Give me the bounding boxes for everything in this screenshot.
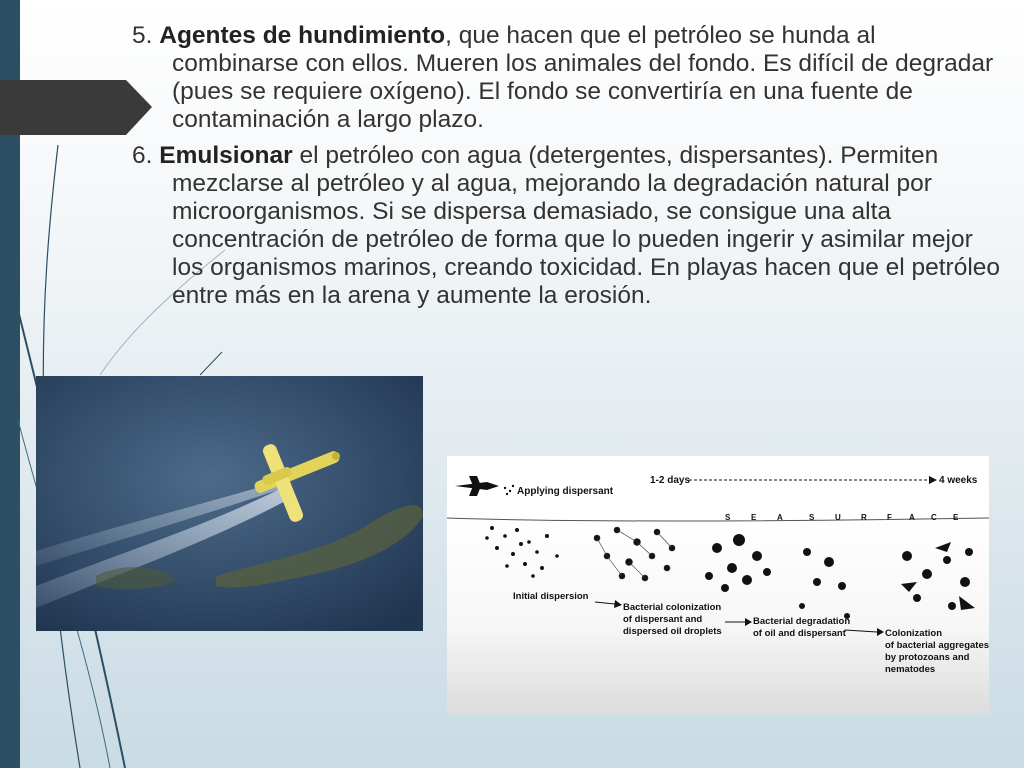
svg-text:F: F	[887, 513, 892, 522]
item-text: el petróleo con agua (detergentes, dispersantes). Permiten mezclarse al petróleo y al agua, mejorando la degradación natural por microorganismos. Si se dispersa demasiado, se consigue una alta concentración de petróleo de forma que lo pueden ingerir y asimilar mejor los organismos marinos, creando toxicidad. En playas hacen que el petróleo entre más en la arena y aumente la erosión.	[172, 142, 1001, 309]
dispersion-diagram	[447, 456, 989, 714]
svg-text:C: C	[931, 513, 937, 522]
svg-text:R: R	[861, 513, 867, 522]
stage-bacterial-colonization: Bacterial colonization of dispersant and dispersed oil droplets	[623, 602, 722, 637]
time-start-label: 1-2 days	[650, 475, 691, 486]
item-term: Emulsionar	[159, 142, 293, 169]
stage-initial-dispersion: Initial dispersion	[513, 591, 589, 602]
svg-text:S: S	[725, 513, 731, 522]
svg-text:A: A	[777, 513, 783, 522]
list-item-5	[132, 22, 1002, 134]
svg-text:E: E	[953, 513, 959, 522]
photo-illustration	[36, 376, 423, 631]
svg-text:U: U	[835, 513, 841, 522]
item-number: 6.	[132, 142, 153, 169]
svg-text:S: S	[809, 513, 815, 522]
list-item-6	[132, 142, 1002, 310]
item-term: Agentes de hundimiento	[159, 22, 446, 49]
title-arrow-tab	[0, 80, 152, 135]
applying-dispersant-label: Applying dispersant	[517, 486, 614, 497]
airplane-icon	[455, 476, 514, 496]
svg-text:E: E	[751, 513, 757, 522]
stage-bacterial-degradation: Bacterial degradation of oil and dispersant	[753, 616, 851, 639]
diagram-figure	[447, 456, 989, 714]
svg-text:A: A	[909, 513, 915, 522]
item-text: , que hacen que el petróleo se hunda al combinarse con ellos. Mueren los animales del fondo. Es difícil de degradar (pues se requiere oxígeno). El fondo se convertiría en una fuente de contaminación a largo plazo.	[172, 22, 994, 133]
time-end-label: 4 weeks	[939, 475, 978, 486]
stage-colonization: Colonization of bacterial aggregates by protozoans and nematodes	[885, 628, 989, 675]
slide-text	[132, 22, 1002, 318]
item-number: 5.	[132, 22, 153, 49]
aerial-dispersant-photo	[36, 376, 423, 631]
